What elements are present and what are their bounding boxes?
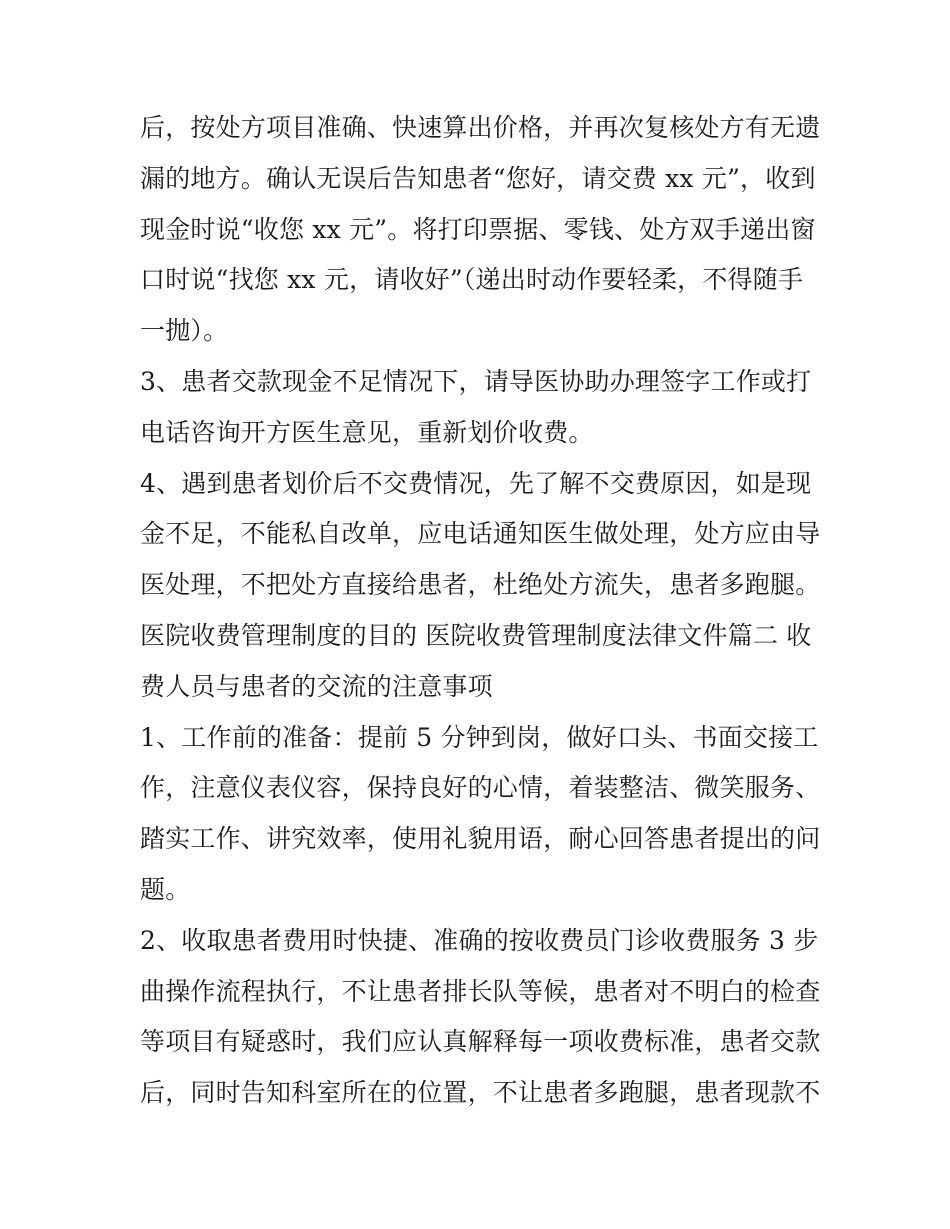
text-line: 口时说“找您 xx 元，请收好”（递出时动作要轻柔，不得随手 [140,265,804,295]
text-line: 费人员与患者的交流的注意事项 [140,671,493,701]
text-line: 后，同时告知科室所在的位置，不让患者多跑腿，患者现款不 [140,1078,821,1108]
text-line: 电话咨询开方医生意见，重新划价收费。 [140,417,594,447]
text-line: 漏的地方。确认无误后告知患者“您好，请交费 xx 元”，收到 [140,163,816,193]
text-line: 一抛）。 [140,316,229,346]
document-body [140,103,820,1119]
text-line: 2、收取患者费用时快捷、准确的按收费员门诊收费服务 3 步 [140,925,819,955]
text-line: 金不足，不能私自改单，应电话通知医生做处理，处方应由导 [140,519,821,549]
text-line: 曲操作流程执行，不让患者排长队等候，患者对不明白的检查 [140,976,821,1006]
text-line: 3、患者交款现金不足情况下，请导医协助办理签字工作或打 [140,366,812,396]
text-line: 现金时说“收您 xx 元”。将打印票据、零钱、处方双手递出窗 [140,214,816,244]
text-line: 1、工作前的准备：提前 5 分钟到岗，做好口头、书面交接工 [140,722,819,752]
text-line: 医院收费管理制度的目的 医院收费管理制度法律文件篇二 收 [140,620,812,650]
text-line: 4、遇到患者划价后不交费情况，先了解不交费原因，如是现 [140,468,812,498]
text-line: 后，按处方项目准确、快速算出价格，并再次复核处方有无遗 [140,113,821,142]
text-line: 作，注意仪表仪容，保持良好的心情，着装整洁、微笑服务、 [140,773,821,803]
text-line: 踏实工作、讲究效率，使用礼貌用语，耐心回答患者提出的问 [140,824,821,854]
text-line: 题。 [140,874,191,904]
text-line: 等项目有疑惑时，我们应认真解释每一项收费标准，患者交款 [140,1027,821,1057]
text-line: 医处理，不把处方直接给患者，杜绝处方流失，患者多跑腿。 [140,570,821,600]
